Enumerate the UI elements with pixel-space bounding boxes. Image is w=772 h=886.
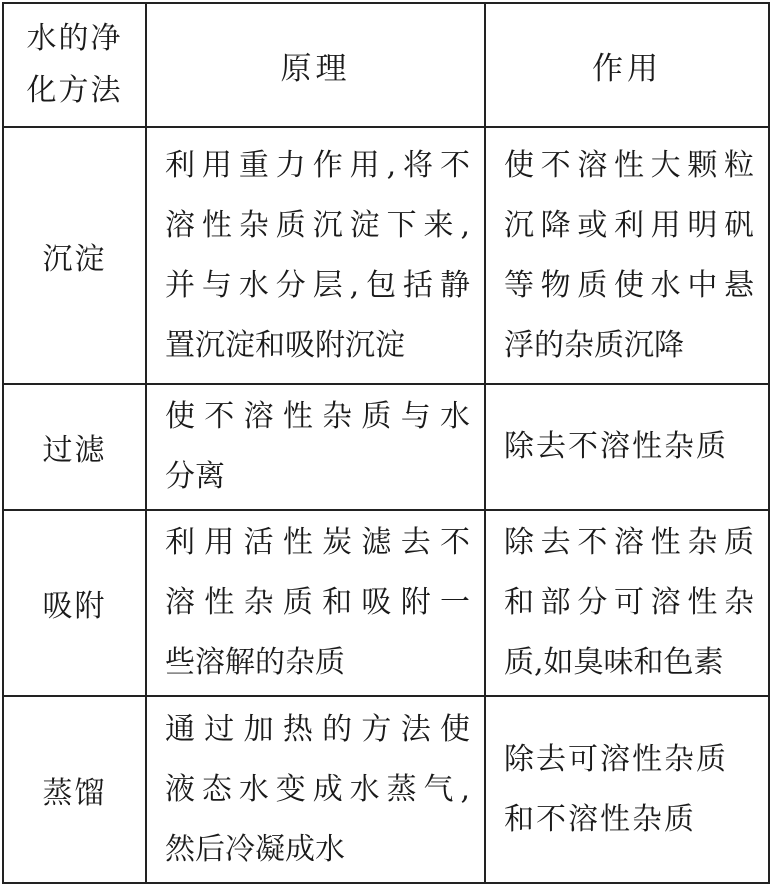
header-method-line-2: 化方法 <box>26 73 123 108</box>
principle-line: 并与水分层,包括静 <box>165 267 470 303</box>
header-principle: 原理 <box>146 3 485 127</box>
effect-line: 除去不溶性杂质 <box>504 525 754 560</box>
principle-line: 然后冷凝成水 <box>165 831 345 867</box>
effect-cell <box>485 384 769 510</box>
effect-line: 使不溶性大颗粒 <box>504 147 754 183</box>
principle-line: 利用活性炭滤去不 <box>165 525 470 560</box>
header-effect: 作用 <box>485 3 769 127</box>
table-header-row <box>3 3 769 127</box>
effect-line: 等物质使水中悬 <box>504 267 754 303</box>
effect-line: 和不溶性杂质 <box>504 801 696 837</box>
principle-line: 液态水变成水蒸气, <box>165 771 470 807</box>
effect-cell <box>485 510 769 696</box>
table-row <box>3 127 769 384</box>
principle-line: 些溶解的杂质 <box>165 645 345 680</box>
method-cell: 沉淀 <box>3 127 146 384</box>
water-purification-table <box>2 2 770 884</box>
effect-cell <box>485 696 769 883</box>
principle-line: 置沉淀和吸附沉淀 <box>165 327 405 363</box>
header-method-line-1: 水的净 <box>26 21 123 56</box>
table-row <box>3 510 769 696</box>
method-cell: 蒸馏 <box>3 696 146 883</box>
table-row <box>3 384 769 510</box>
principle-line: 使不溶性杂质与水 <box>165 399 470 434</box>
principle-cell <box>146 696 485 883</box>
method-cell: 过滤 <box>3 384 146 510</box>
effect-line: 除去可溶性杂质 <box>504 741 728 777</box>
principle-line: 溶性杂质沉淀下来, <box>165 207 470 243</box>
principle-cell <box>146 127 485 384</box>
effect-line: 质,如臭味和色素 <box>504 645 724 680</box>
principle-line: 利用重力作用,将不 <box>165 147 470 183</box>
effect-line: 沉降或利用明矾 <box>504 207 754 243</box>
method-cell: 吸附 <box>3 510 146 696</box>
principle-line: 溶性杂质和吸附一 <box>165 585 470 620</box>
principle-cell <box>146 384 485 510</box>
effect-line: 除去不溶性杂质 <box>504 429 728 464</box>
table-row <box>3 696 769 883</box>
effect-line: 和部分可溶性杂 <box>504 585 754 620</box>
effect-line: 浮的杂质沉降 <box>504 327 684 363</box>
principle-line: 通过加热的方法使 <box>165 711 470 747</box>
principle-cell <box>146 510 485 696</box>
principle-line: 分离 <box>165 459 225 494</box>
header-method <box>3 3 146 127</box>
effect-cell <box>485 127 769 384</box>
